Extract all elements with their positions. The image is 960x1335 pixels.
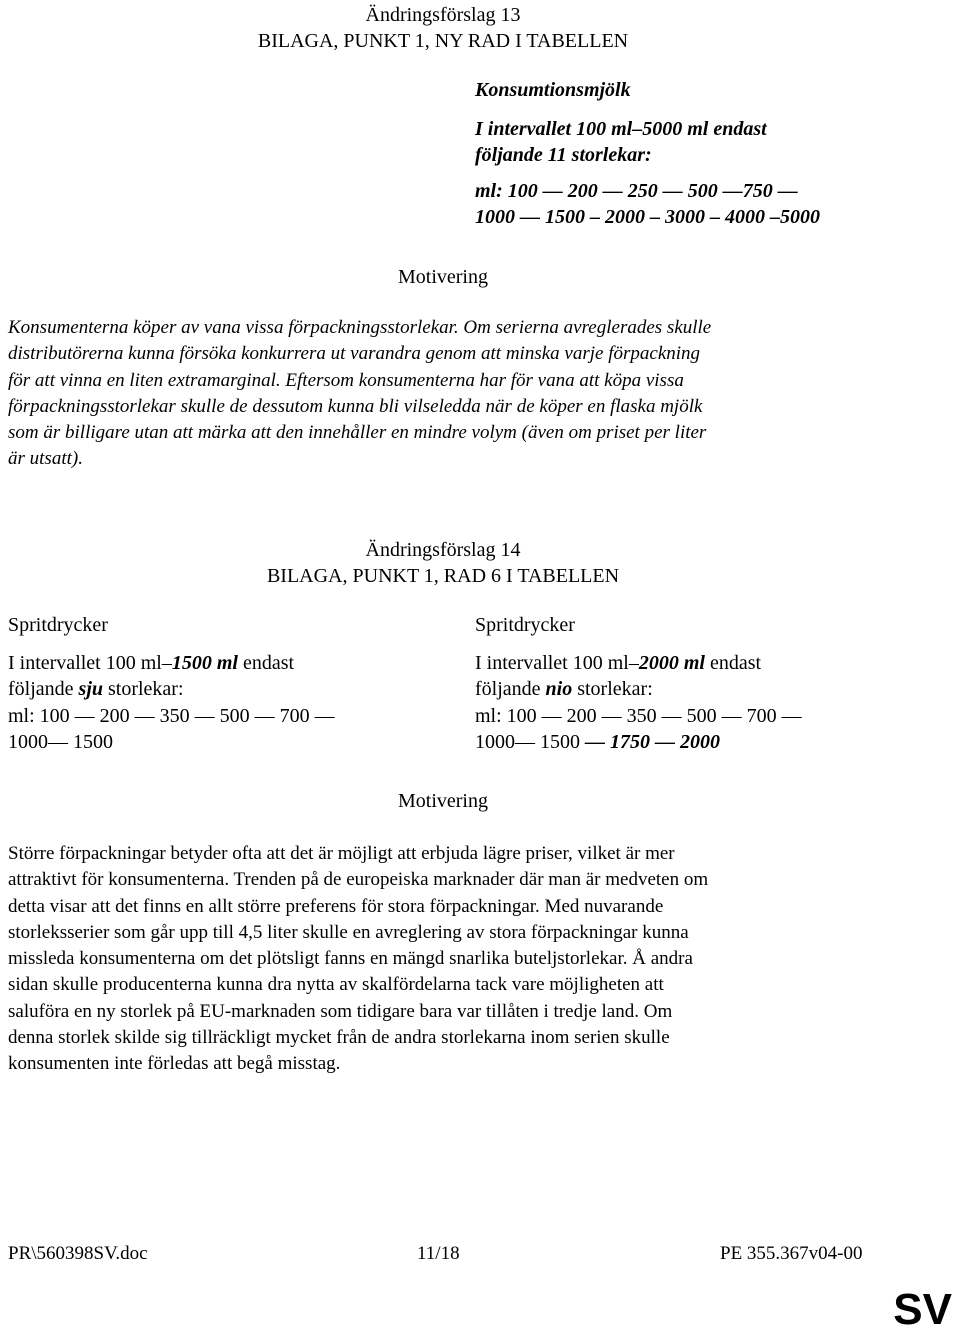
- motivation-14-line: missleda konsumenterna om det plötsligt fanns en mängd snarlika buteljstorlekar. Å andra: [8, 948, 693, 970]
- footer-doc-reference: PR\560398SV.doc: [8, 1243, 148, 1264]
- amendment-14-right-heading: Spritdrycker: [475, 614, 575, 636]
- amendment-14-right-line-2: följande nio storlekar:: [475, 678, 653, 700]
- motivation-14-line: konsumenten inte förledas att begå misstag.: [8, 1053, 341, 1075]
- motivation-14-line: denna storlek skilde sig tillräckligt mycket från de andra storlekarna inom serien skulle: [8, 1027, 670, 1049]
- motivation-14-line: attraktivt för konsumenterna. Trenden på de europeiska marknader där man är medveten om: [8, 869, 709, 891]
- motivation-13-line: distributörerna kunna försöka konkurrera ut varandra genom att minska varje förpackning: [8, 343, 701, 365]
- motivation-14-line: sidan skulle producenterna kunna dra nytta av skalfördelarna tack vare möjligheten att: [8, 974, 664, 996]
- amendment-14-right-line-3: ml: 100 — 200 — 350 — 500 — 700 —: [475, 704, 802, 727]
- amendment-14-left-heading: Spritdrycker: [8, 614, 108, 636]
- amendment-14-left-line-1: I intervallet 100 ml–1500 ml endast: [8, 651, 295, 674]
- motivation-13-line: är utsatt).: [8, 448, 83, 470]
- motivation-13-line: som är billigare utan att märka att den innehåller en mindre volym (även om priset per liter: [8, 422, 707, 444]
- amendment-14-subtitle: BILAGA, PUNKT 1, RAD 6 I TABELLEN: [266, 565, 620, 587]
- amendment-13-subtitle: BILAGA, PUNKT 1, NY RAD I TABELLEN: [257, 30, 629, 52]
- amendment-13-column-heading: Konsumtionsmjölk: [475, 79, 631, 101]
- motivation-14-line: saluföra en ny storlek på EU-marknaden som tidigare bara var tillåten i tredje land. Om: [8, 1000, 673, 1022]
- motivation-13-line: Konsumenterna köper av vana vissa förpackningsstorlekar. Om serierna avreglerades skulle: [8, 317, 712, 338]
- amendment-13-proposed-text: [475, 78, 915, 230]
- amendment-13-line-4: 1000 — 1500 – 2000 – 3000 – 4000 –5000: [475, 206, 820, 228]
- motivation-13-line: för att vinna en liten extramarginal. Eftersom konsumenterna har för vana att köpa vissa: [8, 369, 684, 391]
- amendment-13-motivation-text: [8, 315, 908, 473]
- amendment-14-motivation-text: [8, 841, 908, 1078]
- amendment-14-motivation-heading: Motivering: [398, 790, 488, 812]
- amendment-14-left-line-2: följande sju storlekar:: [8, 678, 184, 700]
- amendment-14-right-line-1: I intervallet 100 ml–2000 ml endast: [475, 651, 762, 674]
- amendment-14-left-line-3: ml: 100 — 200 — 350 — 500 — 700 —: [8, 704, 335, 727]
- amendment-14-proposed-text: [475, 612, 915, 756]
- amendment-13-line-3: ml: 100 — 200 — 250 — 500 —750 —: [475, 180, 798, 202]
- amendment-14-left-line-4: 1000— 1500: [8, 731, 113, 753]
- footer-pe-reference: PE 355.367v04-00: [720, 1243, 863, 1264]
- amendment-14-header: [0, 537, 886, 589]
- amendment-14-title: Ändringsförslag 14: [365, 539, 521, 561]
- motivation-14-line: detta visar att det finns en allt större preferens för stora förpackningar. Med nuvarande: [8, 895, 664, 917]
- amendment-13-line-1: I intervallet 100 ml–5000 ml endast: [475, 118, 767, 140]
- amendment-14-original-text: [8, 612, 448, 756]
- motivation-14-line: Större förpackningar betyder ofta att det är möjligt att erbjuda lägre priser, vilket är mer: [8, 843, 675, 864]
- motivation-14-line: storleksserier som går upp till 4,5 liter skulle en avreglering av stora förpackningar kunna: [8, 921, 689, 943]
- footer-page-number: 11/18: [417, 1243, 460, 1264]
- language-code: SV: [893, 1285, 952, 1334]
- motivation-13-line: förpackningsstorlekar skulle de dessutom kunna bli vilseledda när de köper en flaska mjölk: [8, 395, 703, 417]
- amendment-14-right-line-4: 1000— 1500 — 1750 — 2000: [475, 731, 720, 753]
- amendment-13-title: Ändringsförslag 13: [365, 4, 521, 26]
- amendment-13-header: [0, 2, 886, 54]
- amendment-13-motivation-heading: Motivering: [398, 266, 488, 288]
- amendment-13-line-2: följande 11 storlekar:: [475, 144, 652, 166]
